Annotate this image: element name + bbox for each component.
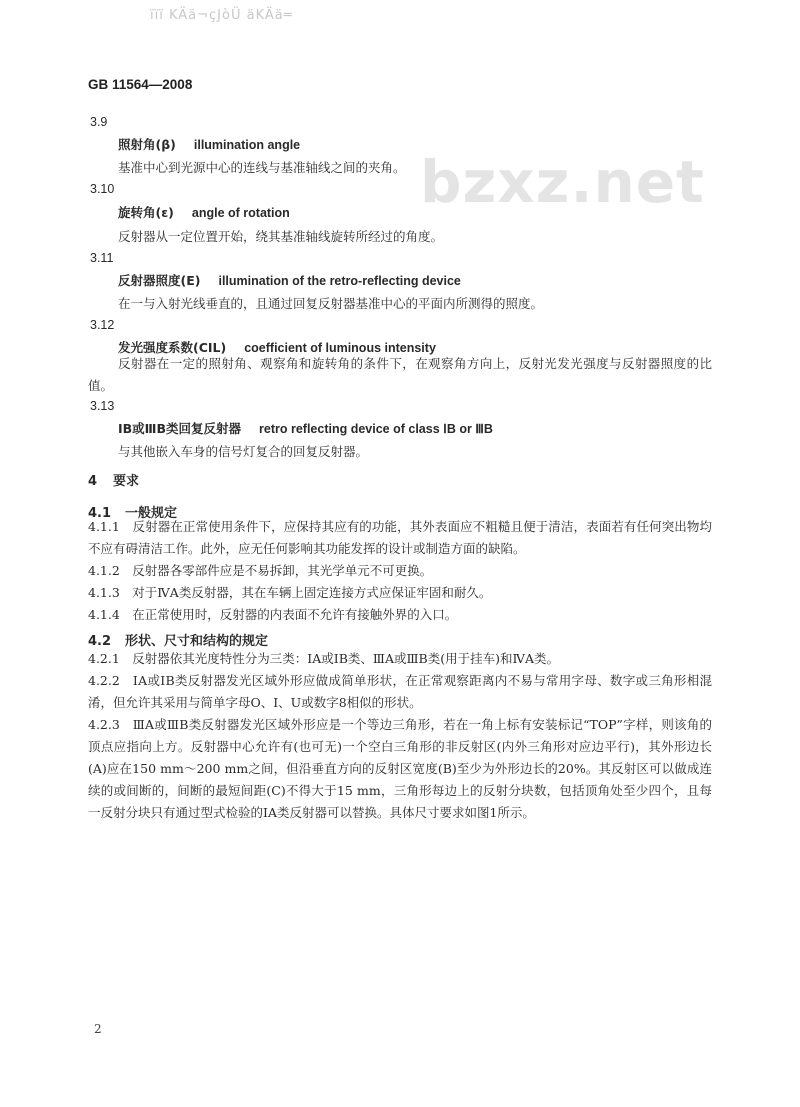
- section-number: 3.9: [90, 115, 108, 129]
- term-en: retro reflecting device of class ⅠB or ⅢB: [259, 422, 493, 436]
- section-number: 4.1: [88, 506, 112, 521]
- clause-4-2-1: 4.2.1 反射器依其光度特性分为三类：ⅠA或ⅠB类、ⅢA或ⅢB类(用于挂车)和ⅣA类。: [88, 651, 559, 666]
- standard-number: GB 11564—2008: [88, 77, 193, 92]
- term-zh: 旋转角(ε): [118, 205, 174, 220]
- page-number: 2: [94, 1022, 102, 1036]
- term-definition: 与其他嵌入车身的信号灯复合的回复反射器。: [118, 444, 369, 459]
- term-definition: 基准中心到光源中心的连线与基准轴线之间的夹角。: [118, 160, 406, 175]
- section-number: 3.12: [90, 318, 115, 332]
- clause-4-2-2: 4.2.2 ⅠA或ⅠB类反射器发光区域外形应做成简单形状，在正常观察距离内不易与常用字母、数字或三角形相混淆，但允许其采用与简单字母O、I、U或数字8相似的形状。: [88, 673, 712, 710]
- header-watermark: ïïï KÄä¬çJòÜ äKÄä═: [150, 8, 293, 23]
- clause-4-1-2: 4.1.2 反射器各零部件应是不易拆卸，其光学单元不可更换。: [88, 563, 433, 578]
- term-en: coefficient of luminous intensity: [244, 341, 436, 355]
- clause-4-2-3: 4.2.3 ⅢA或ⅢB类反射器发光区域外形应是一个等边三角形，若在一角上标有安装标记“TOP”字样，则该角的顶点应指向上方。反射器中心允许有(也可无)一个空白三角形的非反射区(内外三角形对应边平行)，其外形边长(A)应在150 mm～200 mm之间，但沿垂直方向的反射区宽度(B)至少为外形边长的20%。其反射区可以做成连续的或间断的，间断的最短间距(C)不得大于15 mm，三角形每边上的反射分块数，包括顶角处至少四个，且每一反射分块只有通过型式检验的ⅠA类反射器可以替换。具体尺寸要求如图1所示。: [88, 717, 712, 820]
- term-definition: 反射器在一定的照射角、观察角和旋转角的条件下，在观察角方向上，反射光发光强度与反射器照度的比值。: [88, 356, 712, 393]
- term-definition: 反射器从一定位置开始，绕其基准轴线旋转所经过的角度。: [118, 229, 444, 244]
- section-title: 一般规定: [125, 506, 178, 521]
- term-heading: [118, 271, 461, 289]
- chapter-number: 4: [88, 474, 98, 489]
- section-number: 3.11: [90, 251, 114, 265]
- term-heading: [118, 419, 493, 437]
- clause-4-1-1: 4.1.1 反射器在正常使用条件下，应保持其应有的功能，其外表面应不粗糙且便于清洁，表面若有任何突出物均不应有碍清洁工作。此外，应无任何影响其功能发挥的设计或制造方面的缺陷。: [88, 519, 712, 556]
- term-definition: 在一与入射光线垂直的，且通过回复反射器基准中心的平面内所测得的照度。: [118, 296, 544, 311]
- chapter-heading: [88, 470, 139, 489]
- term-zh: ⅠB或ⅢB类回复反射器: [118, 421, 242, 436]
- term-en: illumination angle: [193, 138, 301, 152]
- section-title: 形状、尺寸和结构的规定: [125, 634, 269, 649]
- term-heading: [118, 203, 290, 221]
- section-number: 3.13: [90, 399, 115, 413]
- term-zh: 反射器照度(E): [118, 273, 201, 288]
- clause-4-1-4: 4.1.4 在正常使用时，反射器的内表面不允许有接触外界的入口。: [88, 607, 458, 622]
- term-en: illumination of the retro-reflecting device: [218, 274, 461, 288]
- term-heading: [118, 135, 300, 153]
- term-zh: 照射角(β): [118, 137, 176, 152]
- section-heading: [88, 630, 268, 649]
- term-zh: 发光强度系数(CIL): [118, 340, 227, 355]
- section-number: 4.2: [88, 634, 112, 649]
- clause-4-1-3: 4.1.3 对于ⅣA类反射器，其在车辆上固定连接方式应保证牢固和耐久。: [88, 585, 492, 600]
- site-watermark: bzxz.net: [420, 148, 705, 216]
- section-number: 3.10: [90, 182, 115, 196]
- chapter-title: 要求: [113, 474, 140, 489]
- term-en: angle of rotation: [191, 206, 290, 220]
